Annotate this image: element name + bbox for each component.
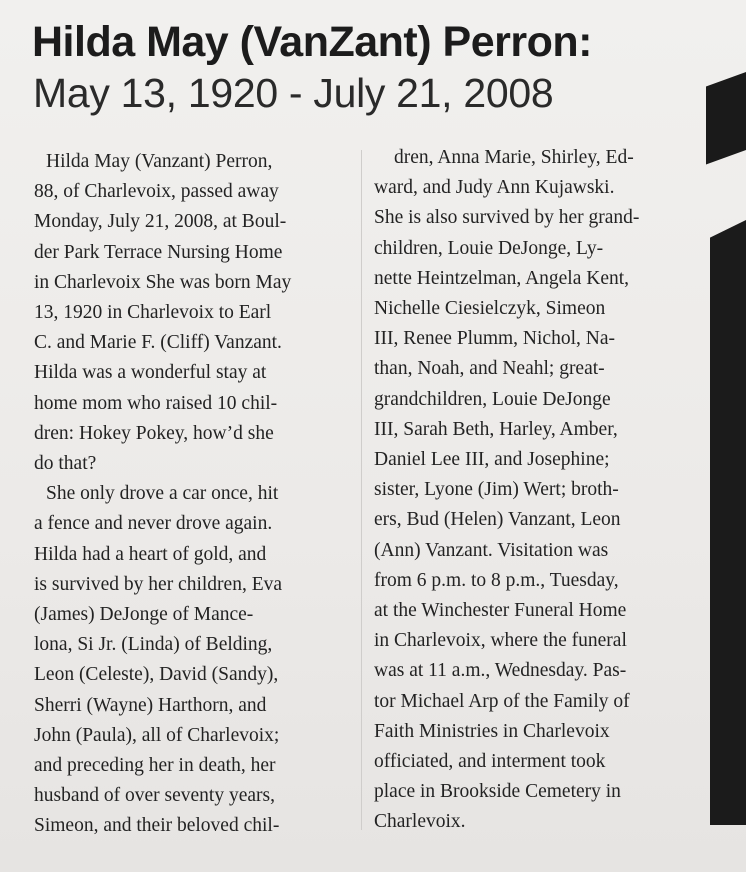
text-line: Faith Ministries in Charlevoix: [374, 720, 610, 742]
text-line: der Park Terrace Nursing Home: [34, 241, 283, 263]
text-line: Hilda May (Vanzant) Perron,: [46, 151, 273, 172]
text-line: from 6 p.m. to 8 p.m., Tuesday,: [374, 569, 619, 591]
text-line: husband of over seventy years,: [34, 785, 275, 807]
text-line: (Ann) Vanzant. Visitation was: [374, 539, 609, 561]
text-line: Hilda had a heart of gold, and: [34, 543, 267, 565]
text-line: Nichelle Ciesielczyk, Simeon: [374, 298, 606, 320]
text-line: Sherri (Wayne) Harthorn, and: [34, 694, 267, 716]
text-line: III, Sarah Beth, Harley, Amber,: [374, 418, 618, 440]
text-line: than, Noah, and Neahl; great-: [374, 358, 605, 380]
text-line: ward, and Judy Ann Kujawski.: [374, 177, 615, 199]
text-line: 88, of Charlevoix, passed away: [34, 181, 279, 203]
text-line: Daniel Lee III, and Josephine;: [374, 449, 610, 471]
text-line: place in Brookside Cemetery in: [374, 781, 621, 803]
text-line: in Charlevoix She was born May: [34, 271, 292, 293]
text-line: is survived by her children, Eva: [34, 573, 283, 595]
article-column-left: [34, 147, 344, 842]
text-line: a fence and never drove again.: [34, 513, 273, 535]
text-line: Charlevoix.: [374, 811, 466, 833]
text-line: Monday, July 21, 2008, at Boul-: [34, 211, 287, 233]
text-line: ers, Bud (Helen) Vanzant, Leon: [374, 509, 621, 531]
adjacent-column-edge-upper: [706, 72, 746, 165]
text-line: in Charlevoix, where the funeral: [374, 630, 627, 652]
text-line: Hilda was a wonderful stay at: [34, 362, 267, 384]
text-line: C. and Marie F. (Cliff) Vanzant.: [34, 332, 282, 354]
text-line: and preceding her in death, her: [34, 755, 276, 777]
text-line: She only drove a car once, hit: [46, 483, 279, 505]
text-line: children, Louie DeJonge, Ly-: [374, 237, 604, 259]
column-divider: [361, 150, 362, 830]
obituary-headline-name: Hilda May (VanZant) Perron:: [32, 18, 592, 66]
text-line: John (Paula), all of Charlevoix;: [34, 724, 280, 746]
text-line: grandchildren, Louie DeJonge: [374, 388, 611, 410]
text-line: do that?: [34, 453, 97, 475]
text-line: 13, 1920 in Charlevoix to Earl: [34, 302, 272, 324]
text-line: She is also survived by her grand-: [374, 207, 640, 229]
text-line: home mom who raised 10 chil-: [34, 392, 278, 414]
text-line: sister, Lyone (Jim) Wert; broth-: [374, 479, 619, 501]
text-line: III, Renee Plumm, Nichol, Na-: [374, 328, 615, 350]
text-line: nette Heintzelman, Angela Kent,: [374, 267, 630, 289]
text-line: Simeon, and their beloved chil-: [34, 815, 280, 837]
text-line: lona, Si Jr. (Linda) of Belding,: [34, 634, 273, 656]
text-line: dren, Anna Marie, Shirley, Ed-: [394, 147, 634, 168]
obituary-headline-dates: May 13, 1920 - July 21, 2008: [33, 70, 554, 116]
text-line: Leon (Celeste), David (Sandy),: [34, 664, 279, 686]
text-line: dren: Hokey Pokey, how’d she: [34, 422, 274, 444]
article-column-right: [374, 143, 690, 838]
text-line: tor Michael Arp of the Family of: [374, 690, 630, 712]
text-line: officiated, and interment took: [374, 751, 606, 773]
text-line: (James) DeJonge of Mance-: [34, 604, 254, 626]
text-line: was at 11 a.m., Wednesday. Pas-: [374, 660, 627, 682]
text-line: at the Winchester Funeral Home: [374, 600, 627, 622]
adjacent-column-edge-lower: [710, 250, 746, 825]
